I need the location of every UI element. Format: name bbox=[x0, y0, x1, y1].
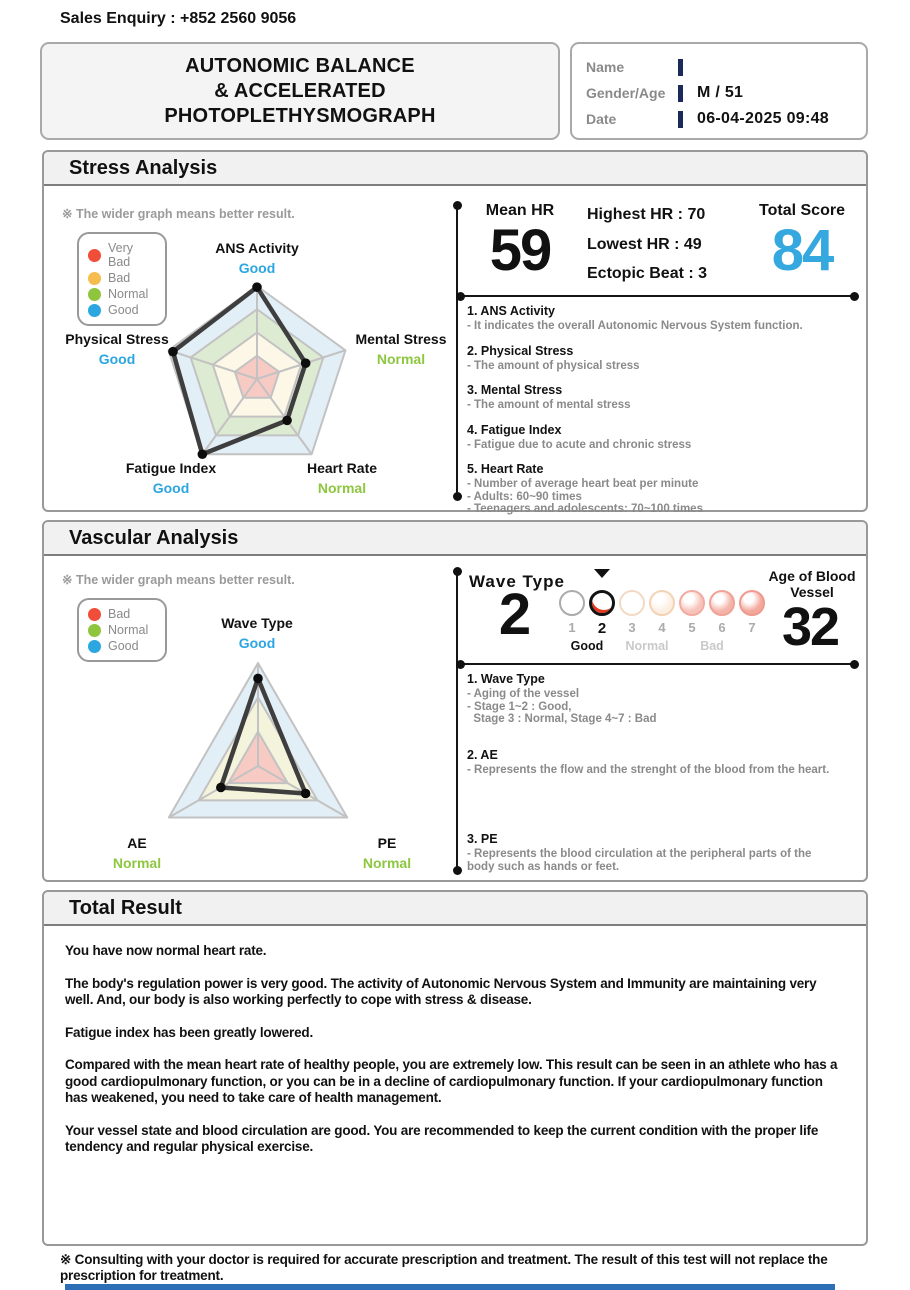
sales-enquiry-text: Sales Enquiry : +852 2560 9056 bbox=[60, 10, 297, 27]
total-result-title: Total Result bbox=[44, 892, 866, 926]
total-score-label: Total Score bbox=[759, 202, 845, 219]
vascular-analysis-section bbox=[42, 520, 868, 882]
doctor-consultation-note: ※ Consulting with your doctor is required for accurate prescription and treatment. The result of this test will not replace the prescription for treatment. bbox=[60, 1252, 828, 1283]
ectopic-beat: Ectopic Beat : 3 bbox=[587, 265, 708, 282]
legend-dot-normal bbox=[88, 624, 101, 637]
field-divider-bar bbox=[678, 59, 683, 76]
result-paragraph: Fatigue index has been greatly lowered. bbox=[65, 1024, 314, 1040]
patient-info-box bbox=[570, 42, 868, 140]
description-item: 5. Heart Rate - Number of average heart beat per minute - Adults: 60~90 times - Teenagers and adolescents: 70~100 times bbox=[467, 462, 703, 515]
legend-item: Very Bad bbox=[88, 241, 155, 269]
axis-label-fatigue-index: Fatigue Index Good bbox=[125, 460, 217, 496]
report-title-line: PHOTOPLETHYSMOGRAPH bbox=[164, 104, 436, 127]
patient-gender-age-row bbox=[586, 80, 866, 106]
legend-dot-bad bbox=[88, 272, 101, 285]
wave-type-heading: Wave Type bbox=[469, 572, 565, 591]
axis-label-wave-type: Wave Type Good bbox=[221, 615, 293, 651]
legend-item: Good bbox=[88, 639, 155, 653]
total-result-body bbox=[44, 926, 866, 1156]
description-item: 1. Wave Type - Aging of the vessel - Stage 1~2 : Good, Stage 3 : Normal, Stage 4~7 : Bad bbox=[467, 672, 657, 725]
stress-section-title: Stress Analysis bbox=[44, 152, 866, 186]
description-item: 4. Fatigue Index - Fatigue due to acute and chronic stress bbox=[467, 422, 692, 451]
legend-dot-good bbox=[88, 304, 101, 317]
wave-type-marker-icon bbox=[594, 569, 610, 578]
mean-hr-label: Mean HR bbox=[485, 202, 555, 219]
result-paragraph: You have now normal heart rate. bbox=[65, 943, 267, 958]
report-title-line: AUTONOMIC BALANCE bbox=[185, 54, 415, 77]
field-divider-bar bbox=[678, 85, 683, 102]
scale-group-bad: Bad bbox=[700, 639, 724, 653]
axis-label-heart-rate: Heart Rate Normal bbox=[306, 460, 378, 496]
vascular-section-title: Vascular Analysis bbox=[44, 522, 866, 556]
wave-circle-5 bbox=[679, 590, 705, 616]
stress-stats-underline bbox=[460, 295, 855, 297]
age-of-blood-vessel-label: Age of Blood Vessel bbox=[768, 568, 856, 600]
wave-type-scale-numbers: 1 2 3 4 5 6 7 bbox=[568, 620, 756, 637]
stress-analysis-section bbox=[42, 150, 868, 515]
vascular-radar-chart bbox=[143, 650, 373, 835]
report-title-line: & ACCELERATED bbox=[214, 79, 386, 102]
gender-age-value: M / 51 bbox=[697, 84, 744, 101]
axis-label-physical-stress: Physical Stress Good bbox=[65, 331, 169, 367]
stress-divider-line bbox=[456, 205, 458, 497]
scale-group-good: Good bbox=[570, 639, 604, 653]
gender-age-label: Gender/Age bbox=[586, 85, 666, 101]
wave-circle-6 bbox=[709, 590, 735, 616]
description-item: 3. Mental Stress - The amount of mental stress bbox=[467, 383, 631, 411]
axis-label-ae: AE Normal bbox=[112, 835, 162, 871]
lowest-hr: Lowest HR : 49 bbox=[587, 236, 702, 253]
bottom-bar bbox=[65, 1284, 835, 1290]
axis-label-pe: PE Normal bbox=[362, 835, 412, 871]
legend-item: Bad bbox=[88, 607, 155, 621]
legend-dot-good bbox=[88, 640, 101, 653]
wave-type-value: 2 bbox=[498, 582, 530, 647]
date-value: 06-04-2025 09:48 bbox=[697, 110, 830, 127]
total-score-value: 84 bbox=[771, 218, 833, 283]
name-label: Name bbox=[586, 59, 625, 75]
age-of-blood-vessel-value: 32 bbox=[781, 597, 839, 657]
wave-circle-2 bbox=[589, 590, 615, 616]
scale-group-normal: Normal bbox=[625, 639, 669, 653]
vascular-descriptions bbox=[467, 672, 863, 884]
wave-type-scale bbox=[559, 590, 769, 616]
highest-hr: Highest HR : 70 bbox=[587, 206, 706, 223]
result-paragraph: Compared with the mean heart rate of healthy people, you are extremely low. This result can be seen in an athlete who has a good cardiopulmonary function, or you can be in a decline of cardiopulmonary function. If your cardiopulmonary function has weakened, you need to take care of health management. bbox=[65, 1057, 838, 1105]
wave-circle-1 bbox=[559, 590, 585, 616]
legend-item: Good bbox=[88, 303, 155, 317]
legend-dot-very-bad bbox=[88, 249, 101, 262]
legend-item: Bad bbox=[88, 271, 155, 285]
vascular-note: ※ The wider graph means better result. bbox=[62, 573, 295, 587]
result-paragraph: The body's regulation power is very good. The activity of Autonomic Nervous System and Immunity are maintaining very well. And, our body is also working perfectly to cope with stress & disease. bbox=[65, 975, 817, 1007]
patient-name-row bbox=[586, 54, 866, 80]
stress-radar-chart bbox=[147, 279, 367, 479]
description-item: 2. Physical Stress - The amount of physical stress bbox=[467, 343, 640, 372]
date-label: Date bbox=[586, 111, 617, 127]
axis-label-ans-activity: ANS Activity Good bbox=[215, 240, 299, 276]
legend-dot-bad bbox=[88, 608, 101, 621]
wave-circle-3 bbox=[619, 590, 645, 616]
patient-date-row bbox=[586, 106, 866, 132]
report-title-box bbox=[40, 42, 560, 140]
wave-circle-4 bbox=[649, 590, 675, 616]
result-paragraph: Your vessel state and blood circulation are good. You are recommended to keep the current condition with the proper life tendency and regular physical exercise. bbox=[65, 1122, 819, 1154]
vascular-stats-underline bbox=[460, 663, 855, 665]
legend-dot-normal bbox=[88, 288, 101, 301]
description-item: 2. AE - Represents the flow and the strenght of the blood from the heart. bbox=[467, 747, 830, 776]
legend-item: Normal bbox=[88, 287, 155, 301]
stress-note: ※ The wider graph means better result. bbox=[62, 207, 295, 221]
legend-item: Normal bbox=[88, 623, 155, 637]
axis-label-mental-stress: Mental Stress Normal bbox=[355, 331, 447, 367]
stress-descriptions bbox=[467, 304, 863, 527]
description-item: 1. ANS Activity - It indicates the overall Autonomic Nervous System function. bbox=[467, 304, 803, 332]
mean-hr-value: 59 bbox=[489, 218, 551, 283]
total-result-section bbox=[42, 890, 868, 1246]
description-item: 3. PE - Represents the blood circulation at the peripheral parts of the body such as hands or feet. bbox=[467, 832, 812, 873]
field-divider-bar bbox=[678, 111, 683, 128]
